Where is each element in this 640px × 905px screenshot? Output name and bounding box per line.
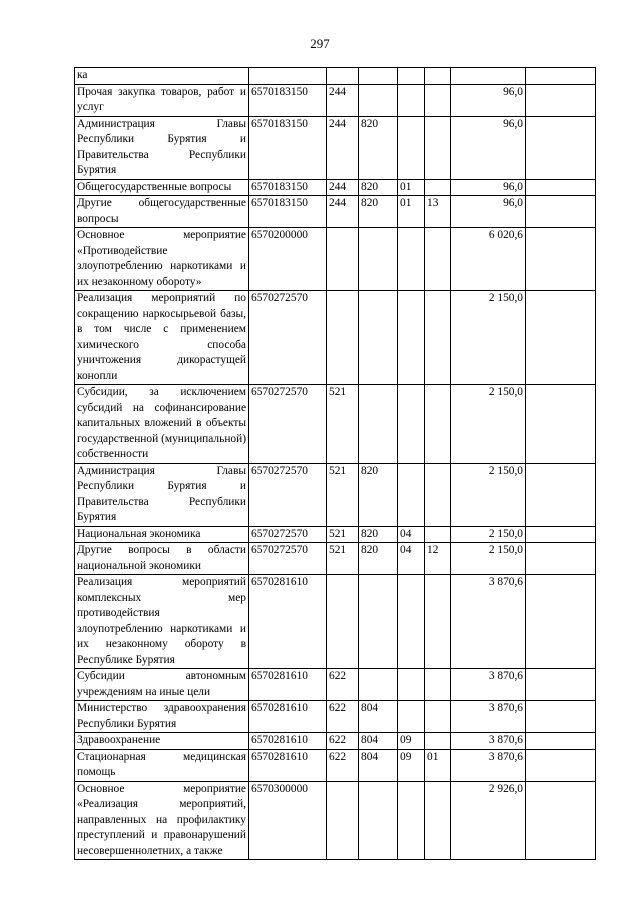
- section-code: [398, 701, 425, 733]
- section-code: [398, 291, 425, 385]
- section-code: 04: [398, 543, 425, 575]
- table-row: [75, 463, 596, 526]
- target-article-code: [249, 68, 327, 85]
- amount: 3 870,6: [451, 669, 526, 701]
- empty-cell: [526, 228, 596, 291]
- empty-cell: [526, 116, 596, 179]
- expense-type-code: [327, 68, 359, 85]
- empty-cell: [526, 291, 596, 385]
- table-row: [75, 701, 596, 733]
- expense-type-code: 521: [327, 543, 359, 575]
- empty-cell: [526, 669, 596, 701]
- amount: 3 870,6: [451, 733, 526, 750]
- administrator-code: [359, 291, 398, 385]
- budget-item-name: Общегосударственные вопросы: [75, 179, 249, 196]
- amount: 96,0: [451, 179, 526, 196]
- section-code: [398, 228, 425, 291]
- budget-item-name: Основное мероприятие «Реализация мероприятий, направленных на профилактику преступлений и правонарушений несовершеннолетних, а также: [75, 781, 249, 860]
- target-article-code: 6570281610: [249, 575, 327, 669]
- expense-type-code: 521: [327, 385, 359, 464]
- administrator-code: [359, 669, 398, 701]
- budget-item-name: Другие вопросы в области национальной экономики: [75, 543, 249, 575]
- administrator-code: [359, 385, 398, 464]
- target-article-code: 6570183150: [249, 84, 327, 116]
- target-article-code: 6570281610: [249, 701, 327, 733]
- empty-cell: [526, 84, 596, 116]
- section-code: 04: [398, 526, 425, 543]
- table-row: [75, 179, 596, 196]
- budget-item-name: ка: [75, 68, 249, 85]
- table-row: [75, 228, 596, 291]
- target-article-code: 6570183150: [249, 196, 327, 228]
- amount: 96,0: [451, 84, 526, 116]
- expense-type-code: 622: [327, 701, 359, 733]
- amount: 2 150,0: [451, 463, 526, 526]
- expense-type-code: 622: [327, 669, 359, 701]
- table-body: [75, 68, 596, 860]
- table-row: [75, 575, 596, 669]
- section-code: [398, 116, 425, 179]
- subsection-code: [425, 781, 451, 860]
- administrator-code: [359, 68, 398, 85]
- target-article-code: 6570281610: [249, 749, 327, 781]
- subsection-code: [425, 228, 451, 291]
- expense-type-code: [327, 575, 359, 669]
- administrator-code: 820: [359, 543, 398, 575]
- expense-type-code: 521: [327, 463, 359, 526]
- table-row: [75, 781, 596, 860]
- section-code: [398, 575, 425, 669]
- budget-item-name: Здравоохранение: [75, 733, 249, 750]
- empty-cell: [526, 701, 596, 733]
- table-row: [75, 733, 596, 750]
- subsection-code: 01: [425, 749, 451, 781]
- budget-item-name: Реализация мероприятий по сокращению наркосырьевой базы, в том числе с применением химического способа уничтожения дикорастущей конопли: [75, 291, 249, 385]
- subsection-code: 13: [425, 196, 451, 228]
- administrator-code: 820: [359, 463, 398, 526]
- table-row: [75, 669, 596, 701]
- amount: 3 870,6: [451, 701, 526, 733]
- section-code: 01: [398, 179, 425, 196]
- table-row: [75, 291, 596, 385]
- table-row: [75, 68, 596, 85]
- target-article-code: 6570272570: [249, 291, 327, 385]
- subsection-code: [425, 526, 451, 543]
- page-number: 297: [310, 36, 330, 51]
- administrator-code: 820: [359, 526, 398, 543]
- subsection-code: [425, 669, 451, 701]
- subsection-code: [425, 84, 451, 116]
- administrator-code: [359, 84, 398, 116]
- empty-cell: [526, 526, 596, 543]
- expense-type-code: 622: [327, 733, 359, 750]
- table-row: [75, 196, 596, 228]
- table-row: [75, 84, 596, 116]
- empty-cell: [526, 575, 596, 669]
- expense-type-code: 622: [327, 749, 359, 781]
- administrator-code: [359, 575, 398, 669]
- expense-type-code: 244: [327, 84, 359, 116]
- empty-cell: [526, 179, 596, 196]
- expense-type-code: 244: [327, 196, 359, 228]
- section-code: [398, 781, 425, 860]
- target-article-code: 6570272570: [249, 543, 327, 575]
- table-row: [75, 543, 596, 575]
- subsection-code: [425, 68, 451, 85]
- subsection-code: [425, 116, 451, 179]
- budget-item-name: Другие общегосударственные вопросы: [75, 196, 249, 228]
- expense-type-code: [327, 781, 359, 860]
- subsection-code: [425, 385, 451, 464]
- section-code: 09: [398, 733, 425, 750]
- table-row: [75, 749, 596, 781]
- target-article-code: 6570272570: [249, 526, 327, 543]
- target-article-code: 6570272570: [249, 463, 327, 526]
- administrator-code: 820: [359, 196, 398, 228]
- empty-cell: [526, 781, 596, 860]
- amount: 2 926,0: [451, 781, 526, 860]
- budget-item-name: Стационарная медицинская помощь: [75, 749, 249, 781]
- budget-item-name: Администрация Главы Республики Бурятия и Правительства Республики Бурятия: [75, 463, 249, 526]
- section-code: [398, 463, 425, 526]
- amount: 2 150,0: [451, 291, 526, 385]
- empty-cell: [526, 543, 596, 575]
- administrator-code: 820: [359, 116, 398, 179]
- amount: 3 870,6: [451, 575, 526, 669]
- budget-item-name: Основное мероприятие «Противодействие злоупотреблению наркотиками и их незаконному обороту»: [75, 228, 249, 291]
- empty-cell: [526, 385, 596, 464]
- administrator-code: 804: [359, 701, 398, 733]
- expense-type-code: 521: [327, 526, 359, 543]
- amount: 3 870,6: [451, 749, 526, 781]
- amount: 96,0: [451, 196, 526, 228]
- amount: 2 150,0: [451, 385, 526, 464]
- subsection-code: [425, 701, 451, 733]
- target-article-code: 6570183150: [249, 116, 327, 179]
- budget-table: [74, 67, 596, 860]
- empty-cell: [526, 196, 596, 228]
- table-row: [75, 116, 596, 179]
- budget-item-name: Субсидии, за исключением субсидий на софинансирование капитальных вложений в объекты государственной (муниципальной) собственности: [75, 385, 249, 464]
- budget-item-name: Администрация Главы Республики Бурятия и Правительства Республики Бурятия: [75, 116, 249, 179]
- target-article-code: 6570200000: [249, 228, 327, 291]
- subsection-code: [425, 463, 451, 526]
- target-article-code: 6570300000: [249, 781, 327, 860]
- amount: [451, 68, 526, 85]
- table-row: [75, 385, 596, 464]
- budget-item-name: Реализация мероприятий комплексных мер противодействия злоупотреблению наркотиками и их незаконному обороту в Республике Бурятия: [75, 575, 249, 669]
- target-article-code: 6570272570: [249, 385, 327, 464]
- administrator-code: [359, 228, 398, 291]
- target-article-code: 6570183150: [249, 179, 327, 196]
- section-code: [398, 68, 425, 85]
- budget-item-name: Прочая закупка товаров, работ и услуг: [75, 84, 249, 116]
- section-code: [398, 84, 425, 116]
- subsection-code: 12: [425, 543, 451, 575]
- amount: 2 150,0: [451, 543, 526, 575]
- subsection-code: [425, 575, 451, 669]
- budget-item-name: Национальная экономика: [75, 526, 249, 543]
- administrator-code: 804: [359, 749, 398, 781]
- budget-item-name: Субсидии автономным учреждениям на иные цели: [75, 669, 249, 701]
- expense-type-code: 244: [327, 116, 359, 179]
- expense-type-code: [327, 291, 359, 385]
- empty-cell: [526, 68, 596, 85]
- amount: 2 150,0: [451, 526, 526, 543]
- empty-cell: [526, 733, 596, 750]
- section-code: 01: [398, 196, 425, 228]
- target-article-code: 6570281610: [249, 669, 327, 701]
- target-article-code: 6570281610: [249, 733, 327, 750]
- section-code: [398, 669, 425, 701]
- administrator-code: [359, 781, 398, 860]
- budget-item-name: Министерство здравоохранения Республики Бурятия: [75, 701, 249, 733]
- table-row: [75, 526, 596, 543]
- subsection-code: [425, 733, 451, 750]
- administrator-code: 820: [359, 179, 398, 196]
- section-code: 09: [398, 749, 425, 781]
- subsection-code: [425, 291, 451, 385]
- administrator-code: 804: [359, 733, 398, 750]
- amount: 96,0: [451, 116, 526, 179]
- section-code: [398, 385, 425, 464]
- expense-type-code: 244: [327, 179, 359, 196]
- amount: 6 020,6: [451, 228, 526, 291]
- subsection-code: [425, 179, 451, 196]
- expense-type-code: [327, 228, 359, 291]
- empty-cell: [526, 749, 596, 781]
- empty-cell: [526, 463, 596, 526]
